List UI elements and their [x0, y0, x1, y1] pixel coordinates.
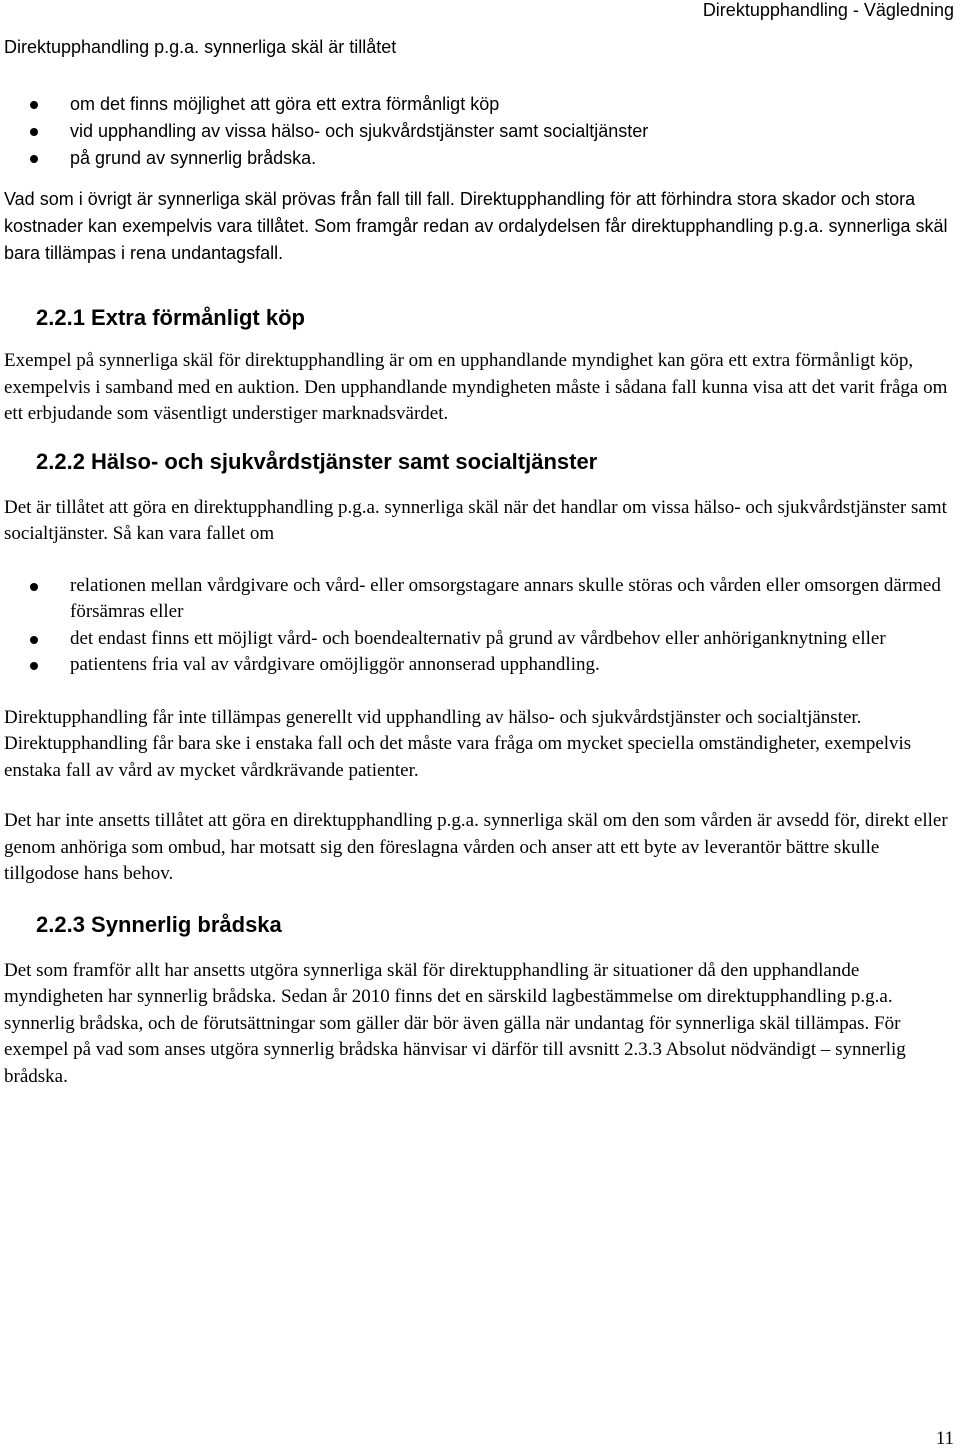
paragraph-2-2-2-limits: Direktupphandling får inte tillämpas generellt vid upphandling av hälso- och sjukvårdstjänster och socialtjänster. Direktupphandling får bara ske i enstaka fall och det måste vara fråga om mycket speciella omständigheter, exempelvis enstaka fall av vård av mycket vårdkrävande patienter.	[4, 706, 912, 781]
heading-2-2-2: 2.2.2 Hälso- och sjukvårdstjänster samt socialtjänster	[36, 448, 598, 474]
list-item: patientens fria val av vårdgivare omöjliggör annonserad upphandling.	[4, 652, 954, 679]
paragraph-2-2-1: Exempel på synnerliga skäl för direktupphandling är om en upphandlande myndighet kan göra ett extra förmånligt köp, exempelvis i samband med en auktion. Den upphandlande myndigheten måste i sådana fall kunna visa att det varit fråga om ett erbjudande som väsentligt understiger marknadsvärdet.	[4, 350, 948, 424]
list-item: vid upphandling av vissa hälso- och sjukvårdstjänster samt socialtjänster	[4, 118, 954, 145]
list-item: om det finns möjlighet att göra ett extra förmånligt köp	[4, 91, 954, 118]
intro-list	[4, 91, 954, 172]
list-item: på grund av synnerlig brådska.	[4, 145, 954, 172]
list-item: det endast finns ett möjligt vård- och boendealternativ på grund av vårdbehov eller anhöriganknytning eller	[4, 626, 954, 653]
heading-2-2-3: 2.2.3 Synnerlig brådska	[36, 911, 282, 937]
section-title: Direktupphandling p.g.a. synnerliga skäl är tillåtet	[4, 37, 397, 57]
paragraph-2-2-3: Det som framför allt har ansetts utgöra synnerliga skäl för direktupphandling är situationer då den upphandlande myndigheten har synnerlig brådska. Sedan år 2010 finns det en särskild lagbestämmelse om direktupphandling p.g.a. synnerlig brådska, och de förutsättningar som gäller där bör även gälla när undantag för synnerliga skäl tillämpas. För exempel på vad som anses utgöra synnerlig brådska hänvisar vi därför till avsnitt 2.3.3 Absolut nödvändigt – synnerlig brådska.	[4, 959, 906, 1087]
intro-paragraph: Vad som i övrigt är synnerliga skäl prövas från fall till fall. Direktupphandling för att förhindra stora skador och stora kostnader kan exempelvis vara tillåtet. Som framgår redan av ordalydelsen får direktupphandling p.g.a. synnerliga skäl bara tillämpas i rena undantagsfall.	[4, 189, 948, 263]
running-header: Direktupphandling - Vägledning	[702, 0, 954, 20]
heading-2-2-1: 2.2.1 Extra förmånligt köp	[36, 305, 305, 330]
paragraph-2-2-2-intro: Det är tillåtet att göra en direktupphandling p.g.a. synnerliga skäl när det handlar om vissa hälso- och sjukvårdstjänster samt socialtjänster. Så kan vara fallet om	[4, 496, 947, 544]
document-body	[4, 91, 954, 1090]
conditions-list	[4, 573, 954, 679]
paragraph-2-2-2-consent: Det har inte ansetts tillåtet att göra en direktupphandling p.g.a. synnerliga skäl om den som vården är avsedd för, direkt eller genom anhöriga som ombud, har motsatt sig den föreslagna vården och anser att ett byte av leverantör bättre skulle tillgodose hans behov.	[4, 810, 948, 884]
page-number: 11	[935, 1428, 954, 1449]
list-item: relationen mellan vårdgivare och vård- eller omsorgstagare annars skulle störas och vården eller omsorgen därmed försämras eller	[4, 573, 954, 626]
